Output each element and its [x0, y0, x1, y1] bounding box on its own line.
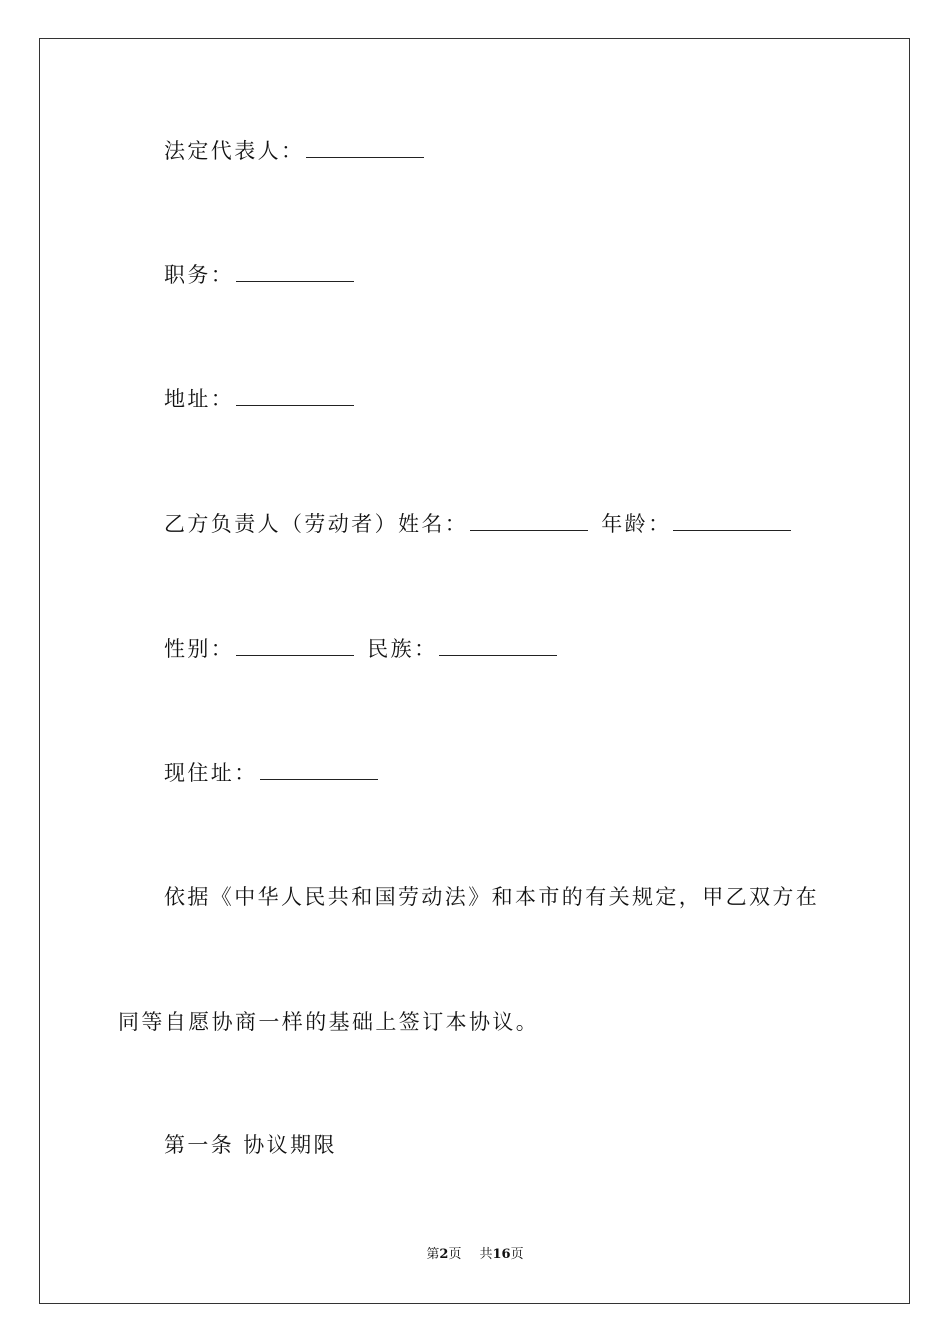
page-suffix: 页	[448, 1247, 462, 1262]
party-b-name-age-field	[164, 510, 795, 538]
position-field	[164, 261, 358, 289]
current-address-label: 现住址：	[164, 761, 258, 785]
position-blank	[236, 263, 354, 282]
ethnicity-blank	[439, 637, 557, 656]
position-label: 职务：	[164, 263, 235, 287]
page-prefix: 第	[426, 1247, 440, 1262]
address-blank	[236, 387, 354, 406]
current-address-blank	[260, 761, 378, 780]
current-address-field	[164, 759, 382, 787]
legal-representative-blank	[306, 139, 424, 158]
page-footer	[0, 1246, 950, 1264]
age-blank	[673, 512, 791, 531]
age-label: 年龄：	[601, 512, 672, 536]
gender-ethnicity-field	[164, 635, 561, 663]
total-prefix: 共	[479, 1247, 493, 1262]
total-suffix: 页	[510, 1247, 524, 1262]
party-b-name-blank	[470, 512, 588, 531]
legal-representative-field	[164, 137, 428, 165]
article-heading: 第一条 协议期限	[164, 1133, 337, 1157]
address-field	[164, 385, 358, 413]
party-b-name-label: 乙方负责人（劳动者）姓名：	[164, 512, 469, 536]
legal-representative-label: 法定代表人：	[164, 139, 305, 163]
total-pages: 16	[492, 1247, 511, 1262]
page-frame	[39, 38, 910, 1304]
paragraph-line-2: 同等自愿协商一样的基础上签订本协议。	[118, 1010, 540, 1034]
address-label: 地址：	[164, 387, 235, 411]
gender-label: 性别：	[164, 637, 235, 661]
ethnicity-label: 民族：	[367, 637, 438, 661]
page-number: 2	[439, 1247, 449, 1262]
gender-blank	[236, 637, 354, 656]
paragraph-line-1: 依据《中华人民共和国劳动法》和本市的有关规定，甲乙双方在	[164, 885, 820, 909]
